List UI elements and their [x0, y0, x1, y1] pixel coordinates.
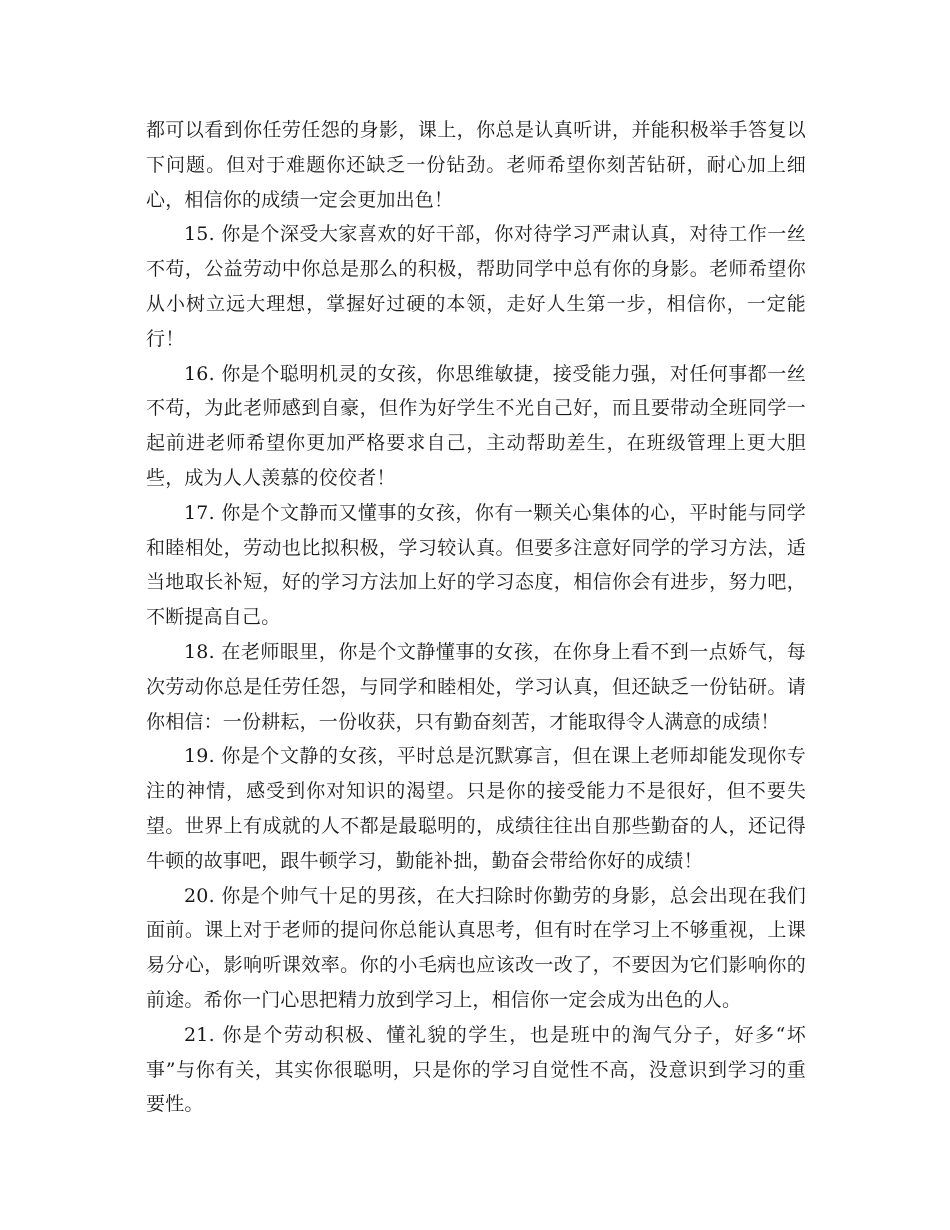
- document-body: [146, 113, 806, 1122]
- paragraph-20: 20. 你是个帅气十足的男孩，在大扫除时你勤劳的身影，总会出现在我们面前。课上对于老师的提问你总能认真思考，但有时在学习上不够重视，上课易分心，影响听课效率。你的小毛病也应该改一改了，不要因为它们影响你的前途。希你一门心思把精力放到学习上，相信你一定会成为出色的人。: [146, 884, 806, 1011]
- paragraph-19: 19. 你是个文静的女孩，平时总是沉默寡言，但在课上老师却能发现你专注的神情，感受到你对知识的渴望。只是你的接受能力不是很好，但不要失望。世界上有成就的人不都是最聪明的，成绩往往出自那些勤奋的人，还记得牛顿的故事吧，跟牛顿学习，勤能补拙，勤奋会带给你好的成绩！: [146, 745, 806, 872]
- paragraph-continued: 都可以看到你任劳任怨的身影，课上，你总是认真听讲，并能积极举手答复以下问题。但对于难题你还缺乏一份钻劲。老师希望你刻苦钻研，耐心加上细心，相信你的成绩一定会更加出色！: [146, 119, 806, 211]
- paragraph-17: 17. 你是个文静而又懂事的女孩，你有一颗关心集体的心，平时能与同学和睦相处，劳动也比拟积极，学习较认真。但要多注意好同学的学习方法，适当地取长补短，好的学习方法加上好的学习态度，相信你会有进步，努力吧，不断提高自己。: [146, 501, 806, 629]
- paragraph-18: 18. 在老师眼里，你是个文静懂事的女孩，在你身上看不到一点娇气，每次劳动你总是任劳任怨，与同学和睦相处，学习认真，但还缺乏一份钻研。请你相信：一份耕耘，一份收获，只有勤奋刻苦，才能取得令人满意的成绩！: [146, 640, 806, 733]
- paragraph-16: 16. 你是个聪明机灵的女孩，你思维敏捷，接受能力强，对任何事都一丝不苟，为此老师感到自豪，但作为好学生不光自己好，而且要带动全班同学一起前进老师希望你更加严格要求自己，主动帮助差生，在班级管理上更大胆些，成为人人羡慕的佼佼者！: [146, 362, 806, 489]
- paragraph-21: 21. 你是个劳动积极、懂礼貌的学生，也是班中的淘气分子，好多“坏事”与你有关，其实你很聪明，只是你的学习自觉性不高，没意识到学习的重要性。: [146, 1023, 806, 1116]
- paragraph-15: 15. 你是个深受大家喜欢的好干部，你对待学习严肃认真，对待工作一丝不苟，公益劳动中你总是那么的积极，帮助同学中总有你的身影。老师希望你从小树立远大理想，掌握好过硬的本领，走好人生第一步，相信你，一定能行！: [146, 223, 806, 350]
